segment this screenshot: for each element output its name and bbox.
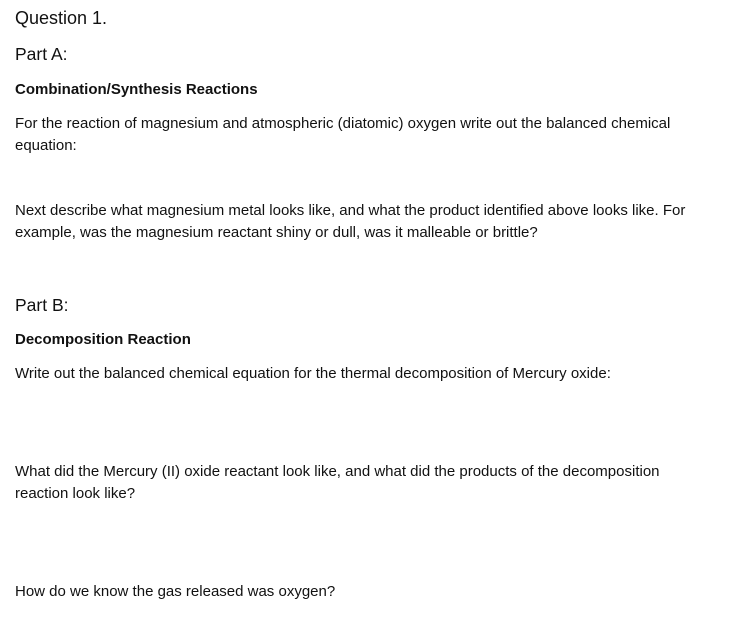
question-title: Question 1. <box>15 8 108 28</box>
part-a-heading: Combination/Synthesis Reactions <box>15 81 258 98</box>
part-b-question-3: How do we know the gas released was oxygen? <box>15 583 336 600</box>
part-a-question-2: Next describe what magnesium metal looks like, and what the product identified above looks like. For example, was the magnesium reactant shiny or dull, was it malleable or brittle? <box>15 202 686 241</box>
part-a-question-1: For the reaction of magnesium and atmospheric (diatomic) oxygen write out the balanced chemical equation: <box>15 115 671 154</box>
part-b-heading: Decomposition Reaction <box>15 331 191 348</box>
part-b-question-2: What did the Mercury (II) oxide reactant look like, and what did the products of the decomposition reaction look like? <box>15 463 660 502</box>
part-b-question-1: Write out the balanced chemical equation for the thermal decomposition of Mercury oxide: <box>15 365 611 382</box>
part-a-label: Part A: <box>15 44 68 64</box>
part-b-label: Part B: <box>15 295 69 315</box>
